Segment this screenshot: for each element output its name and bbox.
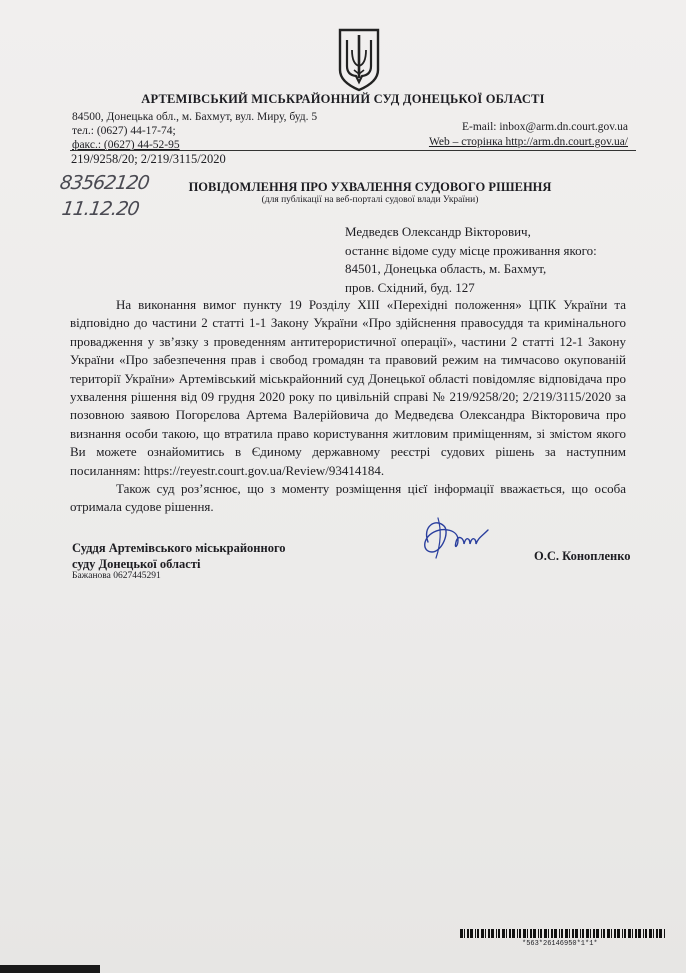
case-numbers: 219/9258/20; 2/219/3115/2020 (71, 152, 226, 166)
barcode-bar (554, 929, 557, 938)
barcode-bar (485, 929, 486, 938)
recipient-address-line: пров. Східний, буд. 127 (345, 279, 475, 295)
barcode (460, 929, 665, 938)
barcode-bar (624, 929, 626, 938)
handwritten-signature (414, 512, 494, 562)
barcode-bar (572, 929, 574, 938)
recipient-address-line: останнє відоме суду місце проживання якого: (345, 242, 597, 258)
barcode-bar (551, 929, 553, 938)
barcode-bar (464, 929, 465, 938)
court-name: АРТЕМІВСЬКИЙ МІСЬКРАЙОННИЙ СУД ДОНЕЦЬКОЇ ОБЛАСТІ (141, 92, 545, 106)
barcode-bar (475, 929, 476, 938)
barcode-bar (586, 929, 589, 938)
barcode-bar (582, 929, 584, 938)
barcode-bar (517, 929, 518, 938)
barcode-bar (502, 929, 505, 938)
notice-body (70, 296, 626, 517)
barcode-bar (569, 929, 570, 938)
barcode-bar (496, 929, 497, 938)
court-phone: тел.: (0627) 44-17-74; (72, 125, 176, 137)
barcode-bar (607, 929, 610, 938)
barcode-bar (561, 929, 563, 938)
barcode-bar (601, 929, 602, 938)
barcode-bar (488, 929, 490, 938)
scan-edge (0, 965, 100, 973)
barcode-bar (530, 929, 532, 938)
barcode-bar (523, 929, 526, 938)
barcode-bar (512, 929, 515, 938)
barcode-bar (559, 929, 560, 938)
signer-position-line: суду Донецької області (72, 557, 201, 571)
barcode-bar (481, 929, 484, 938)
barcode-bar (664, 929, 665, 938)
recipient-name: Медведєв Олександр Вікторович, (345, 224, 531, 239)
signer-position-line: Суддя Артемівського міськрайонного (72, 541, 286, 555)
handwritten-registration-number: 83562120 (58, 172, 151, 194)
barcode-bar (638, 929, 641, 938)
barcode-bar (460, 929, 463, 938)
judge-name: О.С. Конопленко (534, 549, 631, 563)
barcode-bar (596, 929, 599, 938)
coat-of-arms-emblem (334, 26, 384, 94)
barcode-bar (628, 929, 631, 938)
barcode-bar (540, 929, 542, 938)
body-paragraph: Також суд роз’яснює, що з моменту розміщення цієї інформації вважається, що особа отримала судове рішення. (70, 481, 626, 515)
body-paragraph: На виконання вимог пункту 19 Розділу XIII «Перехідні положення» ЦПК України та відповідно до частини 2 статті 1-1 Закону України «Про здійснення правосуддя та кримінального провадження у зв’язку з проведенням антитерористичної операції», частини 2 статті 12-1 Закону України «Про забезпечення прав і свобод громадян та правовий режим на тимчасово окупованій території України» Артемівський міськрайонний суд Донецької області повідомляє відповідача про ухвалення рішення від 09 грудня 2020 року по цивільній справі № 219/9258/20; 2/219/3115/2020 за позовною заявою Погорєлова Артема Валерійовича до Медведєва Олександра Вікторовича про визнання особи такою, що втратила право користування житловим приміщенням, зі змістом якого Ви можете ознайомитись в Єдиному державному реєстрі судових рішень за наступним посиланням: https://reyestr.court.gov.ua/Review/93414184. (70, 297, 626, 478)
barcode-bar (565, 929, 568, 938)
barcode-bar (498, 929, 500, 938)
court-fax: факс.: (0627) 44-52-95 (72, 139, 180, 151)
barcode-bar (509, 929, 511, 938)
barcode-bar (614, 929, 616, 938)
barcode-bar (491, 929, 494, 938)
barcode-bar (643, 929, 644, 938)
barcode-bar (611, 929, 612, 938)
court-email: E-mail: inbox@arm.dn.court.gov.ua (461, 121, 628, 133)
barcode-bar (617, 929, 620, 938)
barcode-bar (656, 929, 658, 938)
barcode-bar (653, 929, 654, 938)
barcode-bar (477, 929, 479, 938)
barcode-bar (659, 929, 662, 938)
barcode-bar (527, 929, 528, 938)
notice-subtitle: (для публікації на веб-порталі судової влади України) (261, 195, 479, 205)
header-divider (70, 150, 636, 151)
notice-title: ПОВІДОМЛЕННЯ ПРО УХВАЛЕННЯ СУДОВОГО РІШЕННЯ (188, 180, 552, 194)
barcode-bar (538, 929, 539, 938)
executor-contact: Бажанова 0627445291 (72, 571, 161, 581)
barcode-bar (533, 929, 536, 938)
barcode-bar (632, 929, 633, 938)
barcode-bar (470, 929, 473, 938)
barcode-bar (593, 929, 595, 938)
barcode-bar (635, 929, 637, 938)
barcode-bar (590, 929, 591, 938)
barcode-bar (548, 929, 549, 938)
barcode-bar (575, 929, 578, 938)
signer-position (72, 540, 372, 572)
barcode-bar (506, 929, 507, 938)
handwritten-registration-date: 11.12.20 (60, 198, 141, 220)
recipient-address-line: 84501, Донецька область, м. Бахмут, (345, 261, 547, 276)
barcode-bar (544, 929, 547, 938)
barcode-bar (519, 929, 521, 938)
barcode-bar (645, 929, 647, 938)
recipient-block (345, 223, 645, 297)
barcode-bar (649, 929, 652, 938)
barcode-bar (603, 929, 605, 938)
barcode-bar (580, 929, 581, 938)
court-website: Web – сторінка http://arm.dn.court.gov.ua/ (428, 136, 628, 148)
barcode-bar (467, 929, 469, 938)
barcode-number: *563*26146950*1*1* (522, 940, 598, 948)
court-address: 84500, Донецька обл., м. Бахмут, вул. Миру, буд. 5 (72, 111, 318, 123)
barcode-bar (622, 929, 623, 938)
